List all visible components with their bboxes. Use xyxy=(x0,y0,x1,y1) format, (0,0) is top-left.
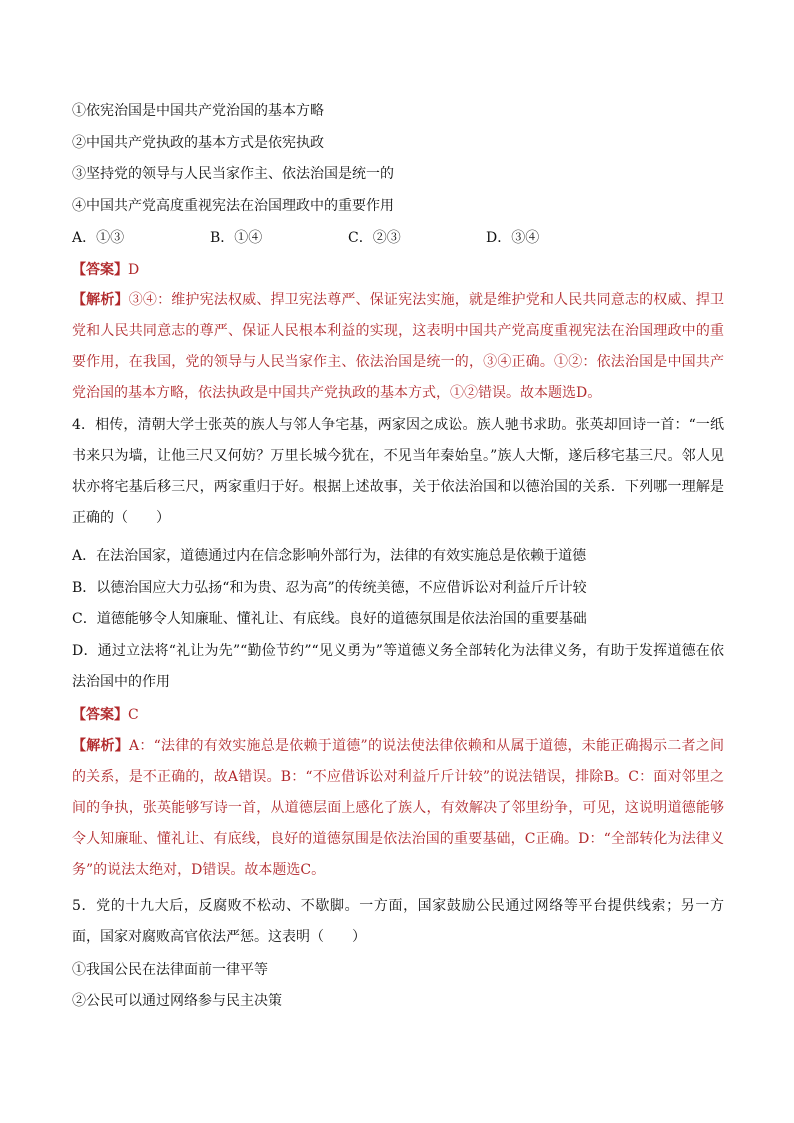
q5-statement-2: ②公民可以通过网络参与民主决策 xyxy=(72,993,282,1009)
q3-choice-c: C．②③ xyxy=(348,230,401,246)
q3-choices xyxy=(72,228,624,248)
q4-option-a: A．在法治国家，道德通过内在信念影响外部行为，法律的有效实施总是依赖于道德 xyxy=(72,548,587,564)
q3-analysis xyxy=(72,285,724,409)
q3-statement-4: ④中国共产党高度重视宪法在治国理政中的重要作用 xyxy=(72,198,394,214)
answer-value: C xyxy=(128,707,139,723)
q4-analysis xyxy=(72,731,724,886)
analysis-tag: 【解析】 xyxy=(72,738,130,754)
analysis-text: A：“法律的有效实施总是依赖于道德”的说法使法律依赖和从属于道德，未能正确揭示二者之间的关系，是不正确的，故A错误。B：“不应借诉讼对利益斤斤计较”的说法错误，排除B。C：面对邻里之间的争执，张英能够写诗一首，从道德层面上感化了族人，有效解决了邻里纷争，可见，这说明道德能够令人知廉耻、懂礼让、有底线，良好的道德氛围是依法治国的重要基础，C正确。D：“全部转化为法律义务”的说法太绝对，D错误。故本题选C。 xyxy=(72,738,724,878)
q4-option-b: B．以德治国应大力弘扬“和为贵、忍为高”的传统美德，不应借诉讼对利益斤斤计较 xyxy=(72,580,587,596)
q3-answer xyxy=(72,260,139,280)
answer-tag: 【答案】 xyxy=(72,707,128,723)
q3-choice-d: D．③④ xyxy=(486,230,540,246)
q4-stem: 4．相传，清朝大学士张英的族人与邻人争宅基，两家因之成讼。族人驰书求助。张英却回诗一首：“一纸书来只为墙，让他三尺又何妨？万里长城今犹在，不见当年秦始皇。”族人大惭，遂后移宅基三尺。邻人见状亦将宅基后移三尺，两家重归于好。根据上述故事，关于依法治国和以德治国的关系．下列哪一理解是正确的（ ） xyxy=(72,417,724,526)
q3-statement-2: ②中国共产党执政的基本方式是依宪执政 xyxy=(72,135,324,151)
q4-option-c: C．道德能够令人知廉耻、懂礼让、有底线。良好的道德氛围是依法治国的重要基础 xyxy=(72,611,587,627)
answer-tag: 【答案】 xyxy=(72,262,128,278)
q5-statement-1: ①我国公民在法律面前一律平等 xyxy=(72,962,268,978)
q3-statement-1: ①依宪治国是中国共产党治国的基本方略 xyxy=(72,103,324,119)
q4-answer xyxy=(72,705,139,725)
q3-choice-a: A．①③ xyxy=(72,230,125,246)
q4-option-d: D．通过立法将“礼让为先”“勤俭节约”“见义勇为”等道德义务全部转化为法律义务，有助于发挥道德在依法治国中的作用 xyxy=(72,643,724,690)
q3-statement-3: ③坚持党的领导与人民当家作主、依法治国是统一的 xyxy=(72,166,394,182)
answer-value: D xyxy=(128,262,140,278)
analysis-tag: 【解析】 xyxy=(72,292,129,308)
analysis-text: ③④：维护宪法权威、捍卫宪法尊严、保证宪法实施，就是维护党和人民共同意志的权威、捍卫党和人民共同意志的尊严、保证人民根本利益的实现，这表明中国共产党高度重视宪法在治国理政中的重要作用，在我国，党的领导与人民当家作主、依法治国是统一的，③④正确。①②：依法治国是中国共产党治国的基本方略，依法执政是中国共产党执政的基本方式，①②错误。故本题选D。 xyxy=(72,292,725,401)
q5-stem: 5．党的十九大后，反腐败不松动、不歇脚。一方面，国家鼓励公民通过网络等平台提供线索；另一方面，国家对腐败高官依法严惩。这表明（ ） xyxy=(72,898,724,945)
q3-choice-b: B．①④ xyxy=(210,230,263,246)
